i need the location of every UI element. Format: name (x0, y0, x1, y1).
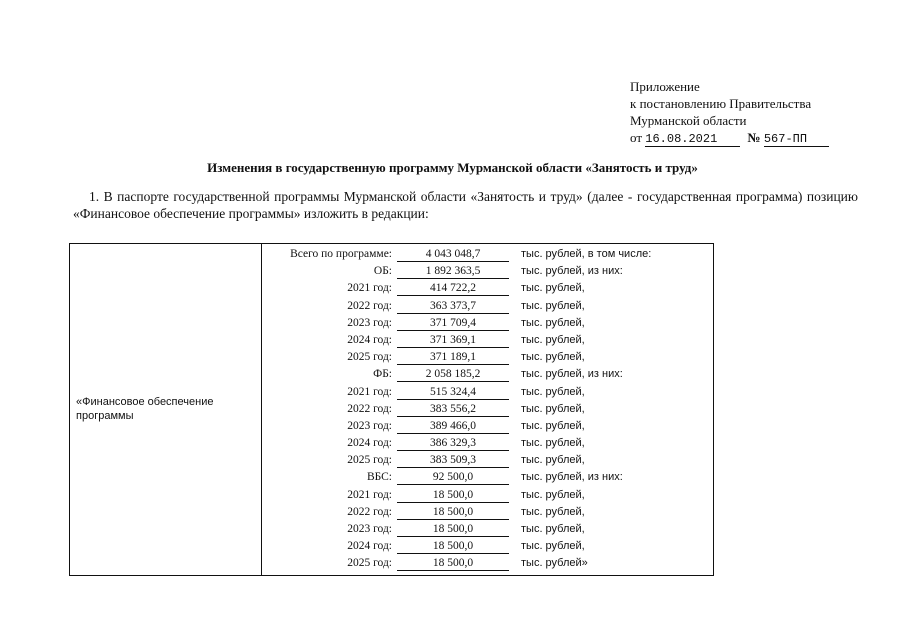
row-label: 2024 год: (347, 333, 392, 346)
row-unit: тыс. рублей, из них: (521, 471, 623, 484)
row-unit: тыс. рублей, из них: (521, 368, 623, 381)
table-row (262, 418, 712, 435)
row-value: 18 500,0 (397, 557, 509, 571)
row-label: 2021 год: (347, 488, 392, 501)
row-value: 386 329,3 (397, 437, 509, 451)
row-unit: тыс. рублей, (521, 333, 585, 346)
table-row (262, 280, 712, 297)
document-title: Изменения в государственную программу Мурманской области «Занятость и труд» (207, 160, 698, 175)
row-value: 371 189,1 (397, 351, 509, 365)
row-label: 2023 год: (347, 419, 392, 432)
table-row (262, 298, 712, 315)
row-value: 389 466,0 (397, 420, 509, 434)
financing-rows (262, 246, 712, 573)
number-sign: № (747, 130, 761, 145)
table-row (262, 315, 712, 332)
table-row (262, 263, 712, 280)
row-label: ФБ: (373, 368, 392, 381)
paragraph-1: 1. В паспорте государственной программы Мурманской области «Занятость и труд» (далее - государственная программа) позицию «Финансовое обеспечение программы» изложить в редакции: (73, 189, 858, 221)
row-label: 2022 год: (347, 299, 392, 312)
row-value: 383 509,3 (397, 454, 509, 468)
row-label: 2021 год: (347, 282, 392, 295)
table-row (262, 521, 712, 538)
row-unit: тыс. рублей, (521, 299, 585, 312)
appendix-heading: Приложение (630, 79, 700, 94)
table-row (262, 246, 712, 263)
row-value: 363 373,7 (397, 300, 509, 314)
table-row (262, 487, 712, 504)
table-row (262, 555, 712, 572)
row-unit: тыс. рублей, (521, 523, 585, 535)
table-row (262, 435, 712, 452)
row-label: 2024 год: (347, 540, 392, 553)
row-unit: тыс. рублей, (521, 488, 585, 501)
row-value: 515 324,4 (397, 386, 509, 400)
row-label: 2025 год: (347, 351, 392, 364)
row-unit: тыс. рублей» (521, 557, 588, 570)
row-unit: тыс. рублей, (521, 419, 585, 432)
row-unit: тыс. рублей, (521, 385, 585, 398)
row-unit: тыс. рублей, (521, 454, 585, 467)
row-label: ОБ: (373, 265, 392, 278)
table-row (262, 332, 712, 349)
row-unit: тыс. рублей, из них: (521, 265, 623, 278)
appendix-date-number (630, 129, 829, 147)
row-value: 92 500,0 (397, 471, 509, 485)
financing-label: «Финансовое обеспечение программы (76, 396, 214, 422)
row-value: 2 058 185,2 (397, 368, 509, 382)
table-row (262, 366, 712, 383)
resolution-date: 16.08.2021 (645, 133, 740, 147)
row-label: ВБС: (366, 471, 392, 484)
table-row (262, 349, 712, 366)
row-value: 4 043 048,7 (397, 248, 509, 262)
table-row (262, 401, 712, 418)
row-unit: тыс. рублей, (521, 505, 585, 518)
row-label: 2025 год: (347, 454, 392, 467)
row-value: 1 892 363,5 (397, 265, 509, 279)
row-label: 2023 год: (347, 316, 392, 329)
table-row (262, 504, 712, 521)
financing-table (69, 243, 714, 576)
row-label: 2022 год: (347, 402, 392, 415)
from-prefix: от (630, 130, 643, 145)
row-label: 2025 год: (347, 557, 392, 570)
row-label: 2024 год: (347, 437, 392, 450)
row-unit: тыс. рублей, (521, 351, 585, 364)
table-row (262, 469, 712, 486)
table-row (262, 538, 712, 555)
row-value: 383 556,2 (397, 403, 509, 417)
resolution-number: 567-ПП (764, 133, 829, 147)
row-value: 371 369,1 (397, 334, 509, 348)
row-value: 18 500,0 (397, 540, 509, 554)
appendix-resolution: к постановлению Правительства (630, 96, 812, 111)
row-label: 2022 год: (347, 505, 392, 518)
row-unit: тыс. рублей, (521, 282, 585, 295)
table-row (262, 452, 712, 469)
row-unit: тыс. рублей, (521, 437, 585, 450)
row-unit: тыс. рублей, (521, 316, 585, 329)
row-unit: тыс. рублей, в том числе: (521, 248, 652, 260)
appendix-region: Мурманской области (630, 113, 747, 128)
row-value: 18 500,0 (397, 489, 509, 503)
row-label: 2023 год: (347, 523, 392, 535)
row-value: 371 709,4 (397, 317, 509, 331)
row-label: Всего по программе: (290, 248, 392, 260)
row-value: 18 500,0 (397, 506, 509, 520)
row-label: 2021 год: (347, 385, 392, 398)
row-value: 18 500,0 (397, 523, 509, 537)
row-unit: тыс. рублей, (521, 402, 585, 415)
appendix-block (630, 78, 829, 147)
table-row (262, 384, 712, 401)
row-unit: тыс. рублей, (521, 540, 585, 553)
row-value: 414 722,2 (397, 282, 509, 296)
